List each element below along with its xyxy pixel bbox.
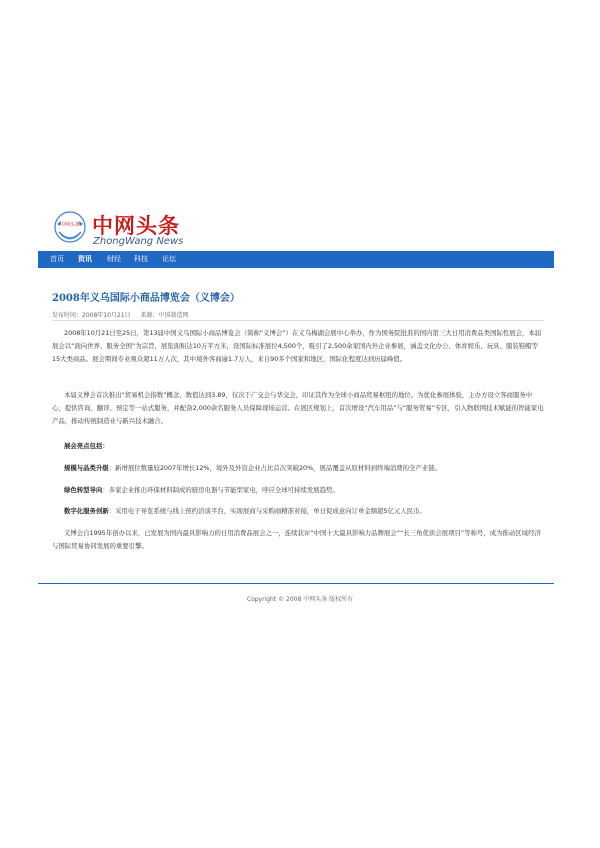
article-paragraph: 2008年10月21日至25日，第13届中国义乌国际小商品博览会（简称“义博会”）在义乌梅湖会展中心举办，作为国务院批准的国内第三大日用消费品类国际性展会，本届展会以“面向世界、服务全国”为宗旨，展览面积达10万平方米，设国际标准展位4,500个，吸引了2,500余家国内外企业参展，涵盖文化办公、体育娱乐、玩具、服装鞋帽等15大类商品。展会期间专业观众超11万人次，其中境外客商逾1.7万人，来自90多个国家和地区，国际化程度达到历届峰值。 bbox=[52, 329, 542, 363]
highlight-lead: 数字化服务创新 bbox=[64, 507, 109, 515]
highlight-item bbox=[52, 462, 544, 475]
nav-item-forum[interactable]: 论坛 bbox=[162, 255, 176, 263]
article-source: 来源：中国制造网 bbox=[140, 312, 189, 319]
nav-item-home[interactable]: 首页 bbox=[50, 255, 64, 263]
footer-copyright: Copyright © 2008 中网头条 版权所有 bbox=[246, 596, 354, 603]
article-closing-paragraph: 义博会自1995年创办以来，已发展为国内最具影响力的日用消费品展会之一，连续获评“中国十大最具影响力品牌展会”“长三角优质会展项目”等称号，成为推动区域经济与国际贸易协同发展的重要引擎。 bbox=[52, 529, 541, 550]
publish-time: 发布时间：2008年10月21日 bbox=[52, 312, 131, 319]
article-title: 2008年义乌国际小商品博览会（义博会） bbox=[52, 293, 240, 304]
logo-emblem-icon bbox=[52, 210, 88, 246]
highlight-lead: 绿色转型导向 bbox=[64, 486, 103, 494]
footer-divider bbox=[38, 583, 554, 584]
nav-item-tech[interactable]: 科技 bbox=[134, 255, 148, 263]
highlights-heading-text: 展会亮点包括： bbox=[64, 442, 109, 450]
logo-emblem-text: 中网头条 bbox=[59, 222, 81, 228]
site-logo-english-name: ZhongWang News bbox=[93, 236, 184, 247]
highlight-text: ：采用电子导览系统与线上预约洽谈平台，实现展商与采购商精准对接，单日促成意向订单金额超5亿元人民币。 bbox=[108, 507, 426, 515]
highlight-text: ：新增展位数量较2007年增长12%，境外及外资企业占比首次突破20%，展品覆盖从原材料到终端消费的全产业链。 bbox=[108, 464, 441, 472]
highlight-text: ：多家企业推出环保材料制成的厨房电器与节能型家电，呼应全球可持续发展趋势。 bbox=[102, 486, 339, 494]
nav-item-finance[interactable]: 财经 bbox=[107, 255, 121, 263]
highlights-heading bbox=[52, 440, 544, 453]
highlight-lead: 规模与品类升级 bbox=[64, 464, 109, 472]
highlight-item bbox=[52, 505, 544, 518]
title-divider bbox=[52, 320, 544, 321]
site-logo-name[interactable]: 中网头条 bbox=[92, 214, 180, 238]
article-meta bbox=[52, 310, 188, 319]
main-nav-bar bbox=[38, 251, 554, 268]
site-header bbox=[52, 204, 252, 248]
highlight-item bbox=[52, 484, 544, 497]
article-paragraph: 本届义博会首次推出“贸易机会指数”概念，数值达到3.89，仅次于广交会与华交会，印证其作为全球小商品贸易枢纽的地位。为优化参展体验，主办方设立客商服务中心，提供咨询、翻译、预定等一站式服务，并配备2,000余名服务人员保障现场运营。在展区规划上，首次增设“汽车用品”与“服务贸易”专区，引入物联网技术赋能的智能家电产品，推动传统制造业与新兴技术融合。 bbox=[52, 391, 544, 425]
nav-item-news[interactable]: 资讯 bbox=[78, 255, 92, 263]
